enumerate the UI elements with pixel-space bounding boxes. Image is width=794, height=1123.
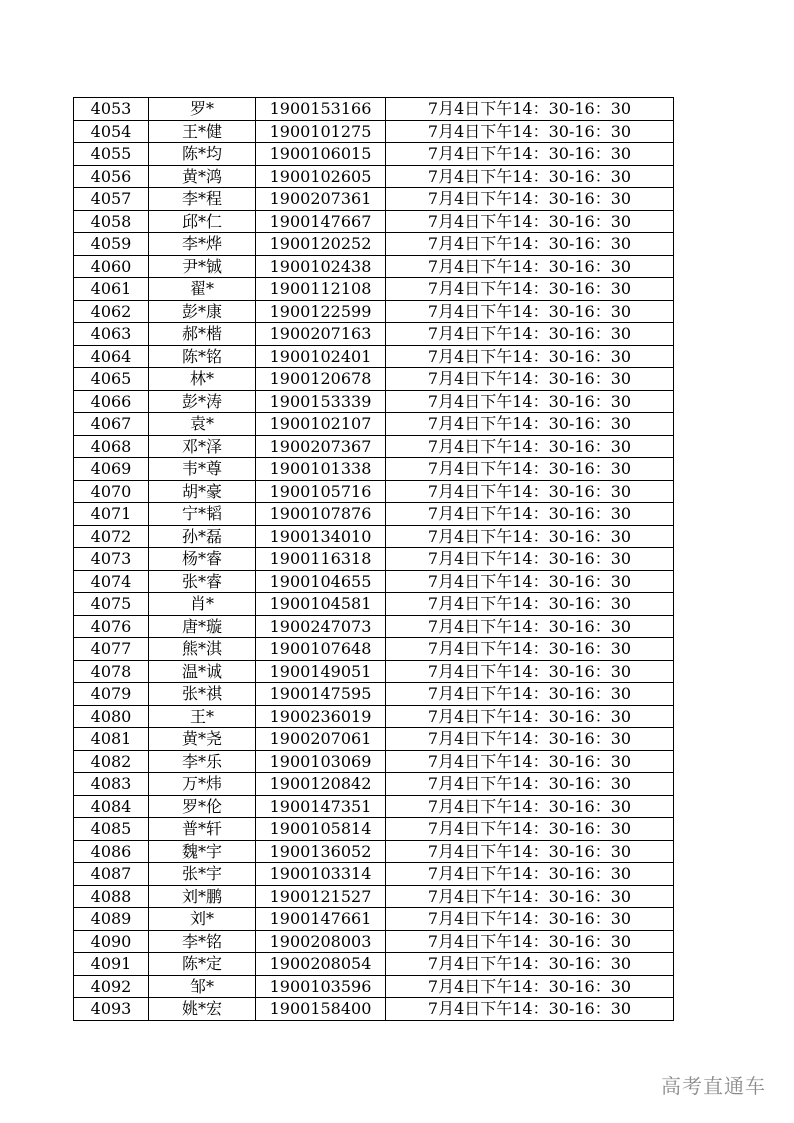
table-row	[74, 593, 674, 616]
row-number-cell: 4064	[74, 345, 149, 368]
row-number-cell: 4071	[74, 503, 149, 526]
exam-time-cell: 7月4日下午14：30-16：30	[386, 593, 674, 616]
exam-id-cell: 1900102438	[256, 255, 386, 278]
table-row	[74, 953, 674, 976]
row-number-cell: 4060	[74, 255, 149, 278]
exam-time-cell: 7月4日下午14：30-16：30	[386, 863, 674, 886]
row-number-cell: 4063	[74, 323, 149, 346]
exam-id-cell: 1900105716	[256, 480, 386, 503]
exam-id-cell: 1900103069	[256, 750, 386, 773]
table-row	[74, 480, 674, 503]
exam-time-cell: 7月4日下午14：30-16：30	[386, 503, 674, 526]
table-row	[74, 345, 674, 368]
name-cell: 邹*	[149, 975, 256, 998]
table-row	[74, 98, 674, 121]
row-number-cell: 4062	[74, 300, 149, 323]
row-number-cell: 4076	[74, 615, 149, 638]
exam-id-cell: 1900120842	[256, 773, 386, 796]
exam-time-cell: 7月4日下午14：30-16：30	[386, 840, 674, 863]
exam-time-cell: 7月4日下午14：30-16：30	[386, 908, 674, 931]
exam-time-cell: 7月4日下午14：30-16：30	[386, 165, 674, 188]
table-row	[74, 165, 674, 188]
exam-time-cell: 7月4日下午14：30-16：30	[386, 638, 674, 661]
name-cell: 罗*	[149, 98, 256, 121]
watermark-text: 高考直通车	[661, 1074, 766, 1098]
table-row	[74, 323, 674, 346]
exam-time-cell: 7月4日下午14：30-16：30	[386, 570, 674, 593]
row-number-cell: 4080	[74, 705, 149, 728]
exam-time-cell: 7月4日下午14：30-16：30	[386, 885, 674, 908]
table-row	[74, 750, 674, 773]
exam-time-cell: 7月4日下午14：30-16：30	[386, 368, 674, 391]
name-cell: 李*烨	[149, 233, 256, 256]
exam-time-cell: 7月4日下午14：30-16：30	[386, 660, 674, 683]
table-row	[74, 818, 674, 841]
name-cell: 姚*宏	[149, 998, 256, 1021]
row-number-cell: 4055	[74, 143, 149, 166]
name-cell: 普*轩	[149, 818, 256, 841]
table-row	[74, 120, 674, 143]
exam-id-cell: 1900103314	[256, 863, 386, 886]
table-row	[74, 525, 674, 548]
exam-id-cell: 1900104655	[256, 570, 386, 593]
exam-id-cell: 1900147661	[256, 908, 386, 931]
exam-time-cell: 7月4日下午14：30-16：30	[386, 188, 674, 211]
exam-id-cell: 1900147351	[256, 795, 386, 818]
exam-id-cell: 1900112108	[256, 278, 386, 301]
roster-table-body	[74, 98, 674, 1021]
exam-id-cell: 1900101275	[256, 120, 386, 143]
exam-id-cell: 1900207163	[256, 323, 386, 346]
name-cell: 魏*宇	[149, 840, 256, 863]
name-cell: 陈*铭	[149, 345, 256, 368]
row-number-cell: 4056	[74, 165, 149, 188]
row-number-cell: 4070	[74, 480, 149, 503]
roster-table	[73, 97, 674, 1021]
name-cell: 王*健	[149, 120, 256, 143]
exam-time-cell: 7月4日下午14：30-16：30	[386, 998, 674, 1021]
table-row	[74, 413, 674, 436]
exam-id-cell: 1900247073	[256, 615, 386, 638]
exam-time-cell: 7月4日下午14：30-16：30	[386, 458, 674, 481]
exam-id-cell: 1900102605	[256, 165, 386, 188]
name-cell: 万*炜	[149, 773, 256, 796]
table-row	[74, 660, 674, 683]
exam-id-cell: 1900120678	[256, 368, 386, 391]
name-cell: 刘*	[149, 908, 256, 931]
table-row	[74, 458, 674, 481]
row-number-cell: 4072	[74, 525, 149, 548]
row-number-cell: 4092	[74, 975, 149, 998]
name-cell: 邱*仁	[149, 210, 256, 233]
exam-id-cell: 1900121527	[256, 885, 386, 908]
name-cell: 郝*楷	[149, 323, 256, 346]
row-number-cell: 4065	[74, 368, 149, 391]
name-cell: 熊*淇	[149, 638, 256, 661]
table-row	[74, 435, 674, 458]
exam-time-cell: 7月4日下午14：30-16：30	[386, 930, 674, 953]
exam-id-cell: 1900208054	[256, 953, 386, 976]
row-number-cell: 4093	[74, 998, 149, 1021]
row-number-cell: 4087	[74, 863, 149, 886]
row-number-cell: 4053	[74, 98, 149, 121]
table-row	[74, 683, 674, 706]
table-row	[74, 773, 674, 796]
exam-time-cell: 7月4日下午14：30-16：30	[386, 773, 674, 796]
exam-id-cell: 1900207367	[256, 435, 386, 458]
exam-time-cell: 7月4日下午14：30-16：30	[386, 390, 674, 413]
name-cell: 黄*尧	[149, 728, 256, 751]
name-cell: 陈*均	[149, 143, 256, 166]
name-cell: 韦*尊	[149, 458, 256, 481]
table-row	[74, 255, 674, 278]
row-number-cell: 4084	[74, 795, 149, 818]
exam-id-cell: 1900101338	[256, 458, 386, 481]
exam-id-cell: 1900208003	[256, 930, 386, 953]
exam-id-cell: 1900149051	[256, 660, 386, 683]
table-row	[74, 278, 674, 301]
exam-id-cell: 1900147595	[256, 683, 386, 706]
exam-id-cell: 1900102401	[256, 345, 386, 368]
exam-time-cell: 7月4日下午14：30-16：30	[386, 255, 674, 278]
table-row	[74, 885, 674, 908]
exam-id-cell: 1900107876	[256, 503, 386, 526]
exam-time-cell: 7月4日下午14：30-16：30	[386, 435, 674, 458]
name-cell: 孙*磊	[149, 525, 256, 548]
row-number-cell: 4077	[74, 638, 149, 661]
exam-id-cell: 1900102107	[256, 413, 386, 436]
exam-id-cell: 1900103596	[256, 975, 386, 998]
name-cell: 唐*璇	[149, 615, 256, 638]
name-cell: 袁*	[149, 413, 256, 436]
row-number-cell: 4066	[74, 390, 149, 413]
table-row	[74, 728, 674, 751]
exam-time-cell: 7月4日下午14：30-16：30	[386, 818, 674, 841]
exam-time-cell: 7月4日下午14：30-16：30	[386, 345, 674, 368]
row-number-cell: 4078	[74, 660, 149, 683]
table-row	[74, 368, 674, 391]
name-cell: 宁*韬	[149, 503, 256, 526]
exam-time-cell: 7月4日下午14：30-16：30	[386, 323, 674, 346]
name-cell: 张*祺	[149, 683, 256, 706]
row-number-cell: 4081	[74, 728, 149, 751]
exam-id-cell: 1900207061	[256, 728, 386, 751]
name-cell: 翟*	[149, 278, 256, 301]
table-row	[74, 615, 674, 638]
exam-id-cell: 1900104581	[256, 593, 386, 616]
row-number-cell: 4088	[74, 885, 149, 908]
exam-time-cell: 7月4日下午14：30-16：30	[386, 480, 674, 503]
table-row	[74, 998, 674, 1021]
exam-id-cell: 1900116318	[256, 548, 386, 571]
row-number-cell: 4073	[74, 548, 149, 571]
exam-time-cell: 7月4日下午14：30-16：30	[386, 120, 674, 143]
name-cell: 李*程	[149, 188, 256, 211]
exam-id-cell: 1900236019	[256, 705, 386, 728]
exam-id-cell: 1900122599	[256, 300, 386, 323]
name-cell: 罗*伦	[149, 795, 256, 818]
exam-time-cell: 7月4日下午14：30-16：30	[386, 210, 674, 233]
exam-id-cell: 1900147667	[256, 210, 386, 233]
exam-time-cell: 7月4日下午14：30-16：30	[386, 525, 674, 548]
table-row	[74, 143, 674, 166]
table-row	[74, 705, 674, 728]
row-number-cell: 4054	[74, 120, 149, 143]
exam-id-cell: 1900136052	[256, 840, 386, 863]
exam-time-cell: 7月4日下午14：30-16：30	[386, 98, 674, 121]
name-cell: 张*宇	[149, 863, 256, 886]
name-cell: 王*	[149, 705, 256, 728]
name-cell: 胡*豪	[149, 480, 256, 503]
table-row	[74, 840, 674, 863]
name-cell: 黄*鸿	[149, 165, 256, 188]
name-cell: 彭*涛	[149, 390, 256, 413]
row-number-cell: 4068	[74, 435, 149, 458]
table-row	[74, 795, 674, 818]
table-row	[74, 863, 674, 886]
exam-id-cell: 1900153166	[256, 98, 386, 121]
row-number-cell: 4085	[74, 818, 149, 841]
row-number-cell: 4069	[74, 458, 149, 481]
row-number-cell: 4083	[74, 773, 149, 796]
name-cell: 林*	[149, 368, 256, 391]
table-row	[74, 390, 674, 413]
exam-time-cell: 7月4日下午14：30-16：30	[386, 548, 674, 571]
table-row	[74, 548, 674, 571]
name-cell: 尹*铖	[149, 255, 256, 278]
name-cell: 李*铭	[149, 930, 256, 953]
name-cell: 刘*鹏	[149, 885, 256, 908]
row-number-cell: 4074	[74, 570, 149, 593]
row-number-cell: 4061	[74, 278, 149, 301]
exam-time-cell: 7月4日下午14：30-16：30	[386, 615, 674, 638]
table-row	[74, 210, 674, 233]
exam-time-cell: 7月4日下午14：30-16：30	[386, 278, 674, 301]
exam-id-cell: 1900105814	[256, 818, 386, 841]
exam-id-cell: 1900207361	[256, 188, 386, 211]
table-row	[74, 975, 674, 998]
name-cell: 温*诚	[149, 660, 256, 683]
name-cell: 杨*睿	[149, 548, 256, 571]
exam-time-cell: 7月4日下午14：30-16：30	[386, 975, 674, 998]
row-number-cell: 4090	[74, 930, 149, 953]
exam-time-cell: 7月4日下午14：30-16：30	[386, 683, 674, 706]
row-number-cell: 4057	[74, 188, 149, 211]
name-cell: 李*乐	[149, 750, 256, 773]
name-cell: 陈*定	[149, 953, 256, 976]
exam-id-cell: 1900134010	[256, 525, 386, 548]
row-number-cell: 4075	[74, 593, 149, 616]
row-number-cell: 4067	[74, 413, 149, 436]
row-number-cell: 4091	[74, 953, 149, 976]
name-cell: 彭*康	[149, 300, 256, 323]
table-row	[74, 233, 674, 256]
table-row	[74, 188, 674, 211]
exam-time-cell: 7月4日下午14：30-16：30	[386, 795, 674, 818]
exam-id-cell: 1900120252	[256, 233, 386, 256]
exam-time-cell: 7月4日下午14：30-16：30	[386, 705, 674, 728]
exam-time-cell: 7月4日下午14：30-16：30	[386, 413, 674, 436]
row-number-cell: 4089	[74, 908, 149, 931]
table-row	[74, 503, 674, 526]
row-number-cell: 4058	[74, 210, 149, 233]
table-row	[74, 570, 674, 593]
exam-time-cell: 7月4日下午14：30-16：30	[386, 143, 674, 166]
exam-time-cell: 7月4日下午14：30-16：30	[386, 728, 674, 751]
table-row	[74, 300, 674, 323]
row-number-cell: 4082	[74, 750, 149, 773]
name-cell: 邓*泽	[149, 435, 256, 458]
exam-id-cell: 1900107648	[256, 638, 386, 661]
table-row	[74, 908, 674, 931]
exam-time-cell: 7月4日下午14：30-16：30	[386, 233, 674, 256]
name-cell: 肖*	[149, 593, 256, 616]
exam-time-cell: 7月4日下午14：30-16：30	[386, 300, 674, 323]
row-number-cell: 4086	[74, 840, 149, 863]
row-number-cell: 4079	[74, 683, 149, 706]
exam-id-cell: 1900153339	[256, 390, 386, 413]
exam-id-cell: 1900106015	[256, 143, 386, 166]
name-cell: 张*睿	[149, 570, 256, 593]
exam-time-cell: 7月4日下午14：30-16：30	[386, 953, 674, 976]
exam-id-cell: 1900158400	[256, 998, 386, 1021]
row-number-cell: 4059	[74, 233, 149, 256]
table-row	[74, 930, 674, 953]
table-row	[74, 638, 674, 661]
exam-time-cell: 7月4日下午14：30-16：30	[386, 750, 674, 773]
